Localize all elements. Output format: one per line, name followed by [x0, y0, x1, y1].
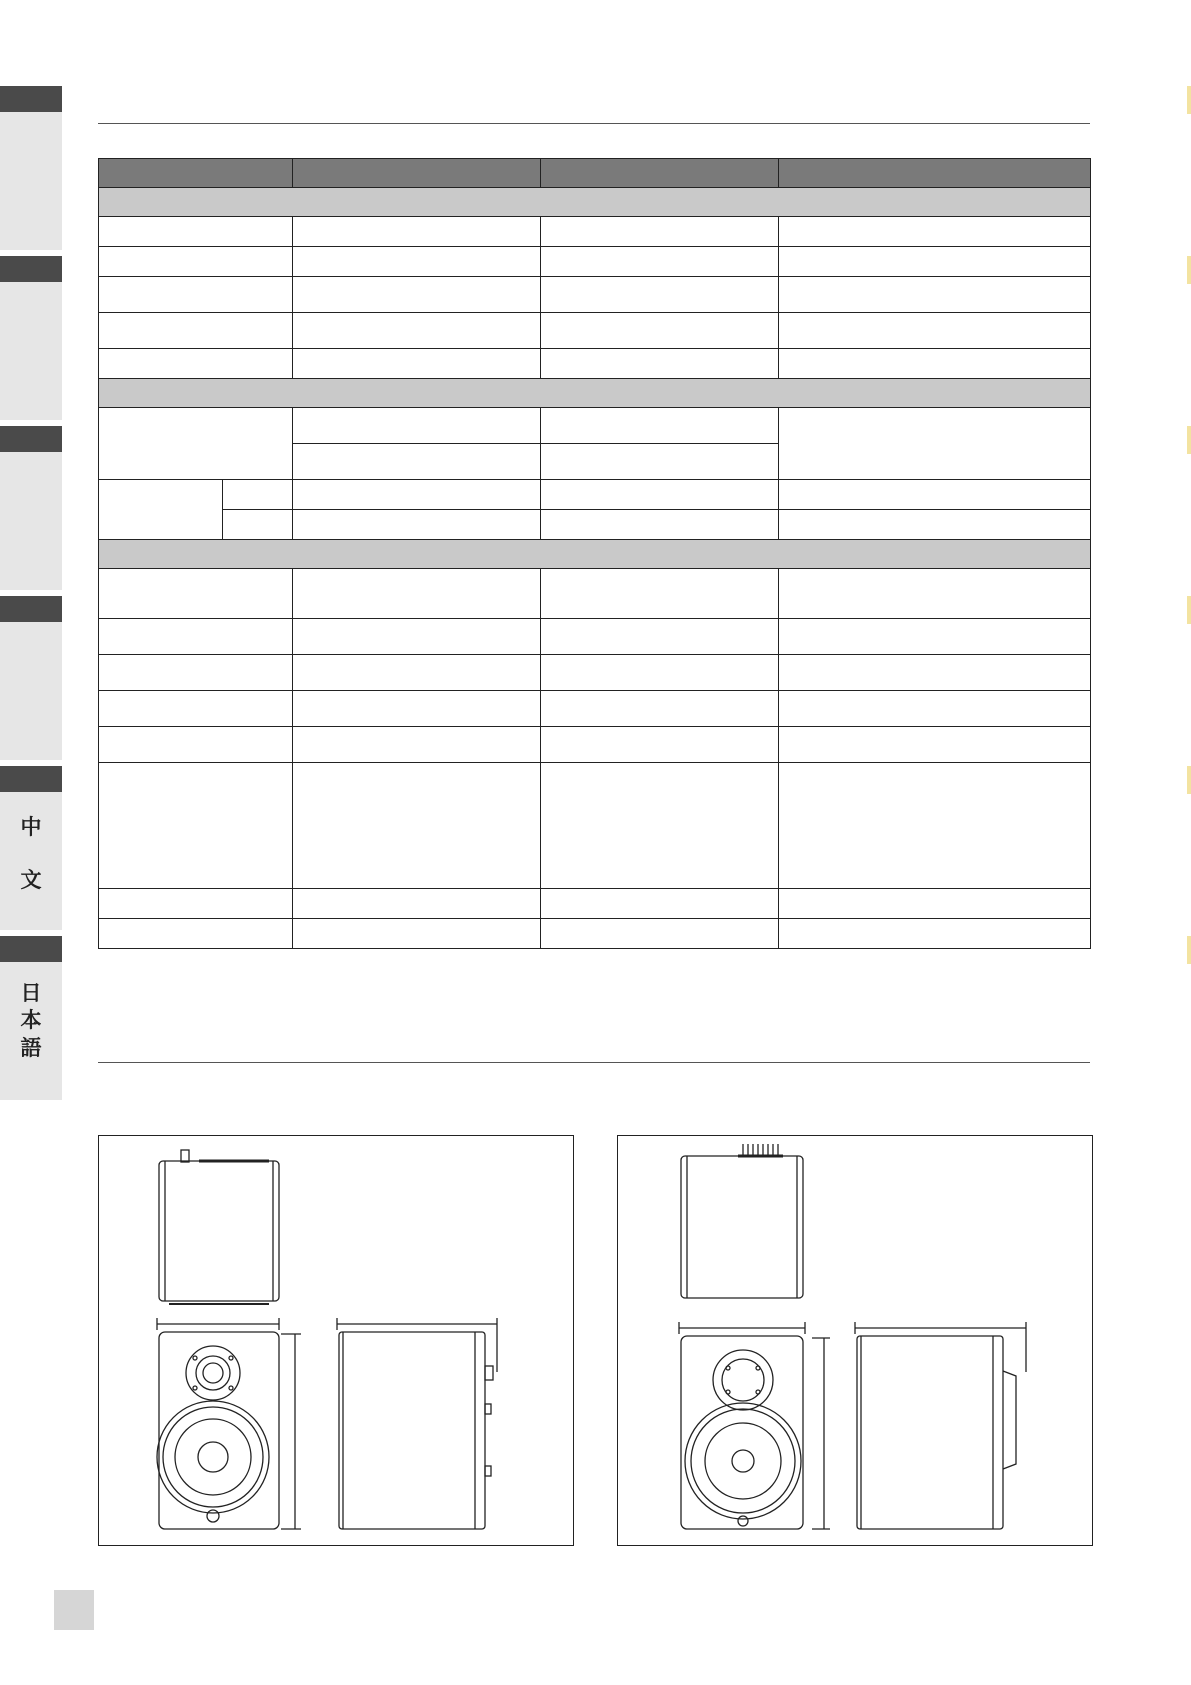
right-edge-marker — [1187, 766, 1191, 794]
side-tab-japanese[interactable] — [0, 936, 62, 1100]
side-tab-3[interactable] — [0, 426, 62, 590]
section-cell — [99, 188, 1091, 217]
table-header-cell — [779, 159, 1091, 188]
right-edge-marker — [1187, 936, 1191, 964]
side-tab-header — [0, 936, 62, 962]
side-tab-header — [0, 86, 62, 112]
table-row — [99, 480, 1091, 510]
side-tab-4[interactable] — [0, 596, 62, 760]
table-row — [99, 408, 1091, 444]
side-tab-header — [0, 596, 62, 622]
table-row — [99, 619, 1091, 655]
right-edge-marker — [1187, 596, 1191, 624]
table-row — [99, 889, 1091, 919]
speaker-dimension-drawing-icon — [618, 1136, 1092, 1545]
table-row — [99, 763, 1091, 889]
table-section-row — [99, 379, 1091, 408]
model-b-dimension-drawing — [617, 1135, 1093, 1546]
table-row — [99, 277, 1091, 313]
label-char: 語 — [20, 1035, 42, 1060]
side-tab-chinese-label — [0, 814, 62, 895]
right-edge-marker — [1187, 256, 1191, 284]
label-char: 本 — [20, 1008, 42, 1033]
speaker-dimension-drawing-icon — [99, 1136, 573, 1545]
label-char: 日 — [20, 981, 42, 1005]
side-tab-header — [0, 426, 62, 452]
side-tab-chinese[interactable] — [0, 766, 62, 930]
table-row — [99, 510, 1091, 540]
table-header-cell — [541, 159, 779, 188]
table-header-cell — [99, 159, 293, 188]
side-tab-2[interactable] — [0, 256, 62, 420]
table-row — [99, 313, 1091, 349]
section-rule-dimensions — [98, 1062, 1090, 1063]
table-section-row — [99, 188, 1091, 217]
table-row — [99, 349, 1091, 379]
table-row — [99, 727, 1091, 763]
side-tab-japanese-label — [0, 980, 62, 1062]
table-row — [99, 217, 1091, 247]
page-number-tab — [54, 1590, 94, 1630]
table-row — [99, 569, 1091, 619]
table-row — [99, 655, 1091, 691]
side-tab-1[interactable] — [0, 86, 62, 250]
table-header-row — [99, 159, 1091, 188]
table-section-row — [99, 540, 1091, 569]
side-tab-header — [0, 256, 62, 282]
table-row — [99, 247, 1091, 277]
table-row — [99, 919, 1091, 949]
section-rule-top — [98, 123, 1090, 124]
table-row — [99, 691, 1091, 727]
model-a-dimension-drawing — [98, 1135, 574, 1546]
side-tab-header — [0, 766, 62, 792]
table-header-cell — [293, 159, 541, 188]
section-cell — [99, 540, 1091, 569]
right-edge-marker — [1187, 86, 1191, 114]
section-cell — [99, 379, 1091, 408]
label-char: 文 — [20, 868, 42, 893]
spec-table — [98, 158, 1091, 949]
right-edge-marker — [1187, 426, 1191, 454]
label-char: 中 — [20, 815, 42, 839]
